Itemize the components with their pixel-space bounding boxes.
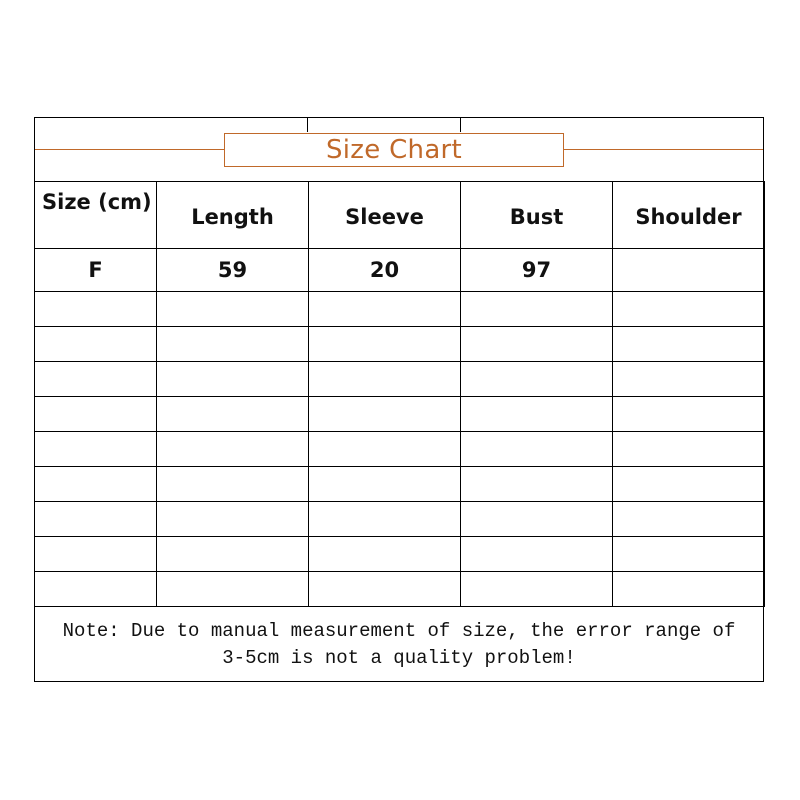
table-row	[35, 537, 765, 572]
table-row	[35, 572, 765, 607]
table-row	[35, 397, 765, 432]
title-rule-right	[564, 149, 763, 150]
cell-shoulder	[613, 249, 765, 292]
header-shoulder: Shoulder	[613, 182, 765, 249]
page-title: Size Chart	[224, 133, 564, 167]
table-row	[35, 292, 765, 327]
table-header-row	[35, 182, 765, 249]
measurement-note	[35, 609, 763, 681]
divider-line	[460, 118, 461, 132]
table-row	[35, 362, 765, 397]
header-size: Size (cm)	[35, 182, 157, 249]
header-bust: Bust	[461, 182, 613, 249]
note-line-2: 3-5cm is not a quality problem!	[222, 647, 576, 669]
title-rule-left	[35, 149, 224, 150]
table-row	[35, 327, 765, 362]
table-row	[35, 249, 765, 292]
table-row	[35, 467, 765, 502]
divider-line	[307, 118, 308, 132]
table-row	[35, 432, 765, 467]
size-chart-frame	[34, 117, 764, 682]
header-sleeve: Sleeve	[309, 182, 461, 249]
cell-sleeve: 20	[309, 249, 461, 292]
cell-length: 59	[157, 249, 309, 292]
cell-bust: 97	[461, 249, 613, 292]
title-band	[35, 118, 763, 182]
size-table	[34, 181, 765, 607]
cell-size: F	[35, 249, 157, 292]
note-line-1: Note: Due to manual measurement of size, the error range of	[62, 620, 736, 642]
table-row	[35, 502, 765, 537]
header-length: Length	[157, 182, 309, 249]
